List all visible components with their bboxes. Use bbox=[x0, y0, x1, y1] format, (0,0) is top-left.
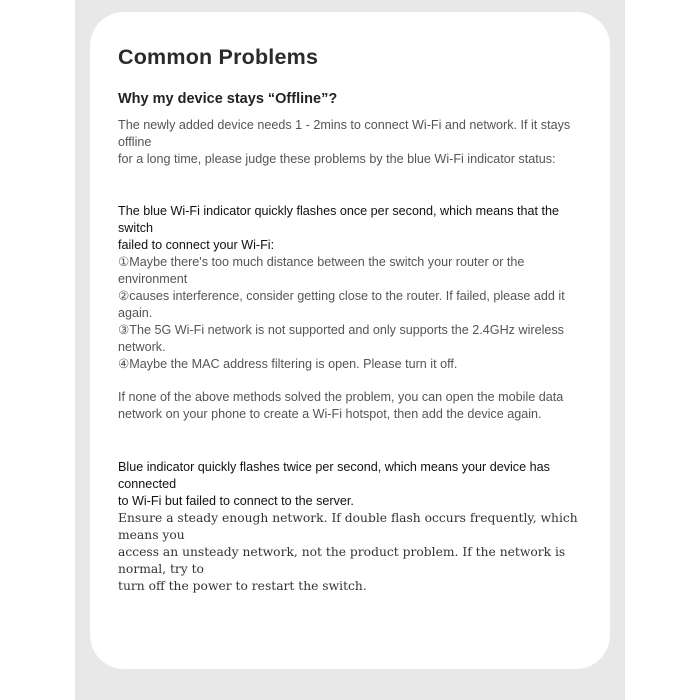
single-flash-causes-list: ①Maybe there's too much distance between the switch your router or the environment ②causes interference, consider getting close to the router. If failed, please add it again. ③The 5G Wi-Fi network is not supported and only supports the 2.4GHz wireless network. ④Maybe the MAC address filtering is open. Please turn it off. bbox=[118, 255, 565, 371]
intro-paragraph: The newly added device needs 1 - 2mins to connect Wi-Fi and network. If it stays offline for a long time, please judge these problems by the blue Wi-Fi indicator status: bbox=[118, 118, 571, 166]
content-card bbox=[90, 12, 610, 669]
hotspot-fallback-paragraph: If none of the above methods solved the problem, you can open the mobile data network on your phone to create a Wi-Fi hotspot, then add the device again. bbox=[118, 390, 564, 421]
page-title: Common Problems bbox=[118, 45, 319, 69]
double-flash-heading: Blue indicator quickly flashes twice per second, which means your device has connected to Wi-Fi but failed to connect to the server. bbox=[118, 460, 550, 508]
single-flash-heading: The blue Wi-Fi indicator quickly flashes once per second, which means that the switch failed to connect your Wi-Fi: bbox=[118, 204, 559, 252]
faq-question: Why my device stays “Offline”? bbox=[118, 91, 338, 107]
double-flash-advice: Ensure a steady enough network. If double flash occurs frequently, which means you access an unsteady network, not the product problem. If the network is normal, try to turn off the power to restart the switch. bbox=[118, 511, 578, 593]
